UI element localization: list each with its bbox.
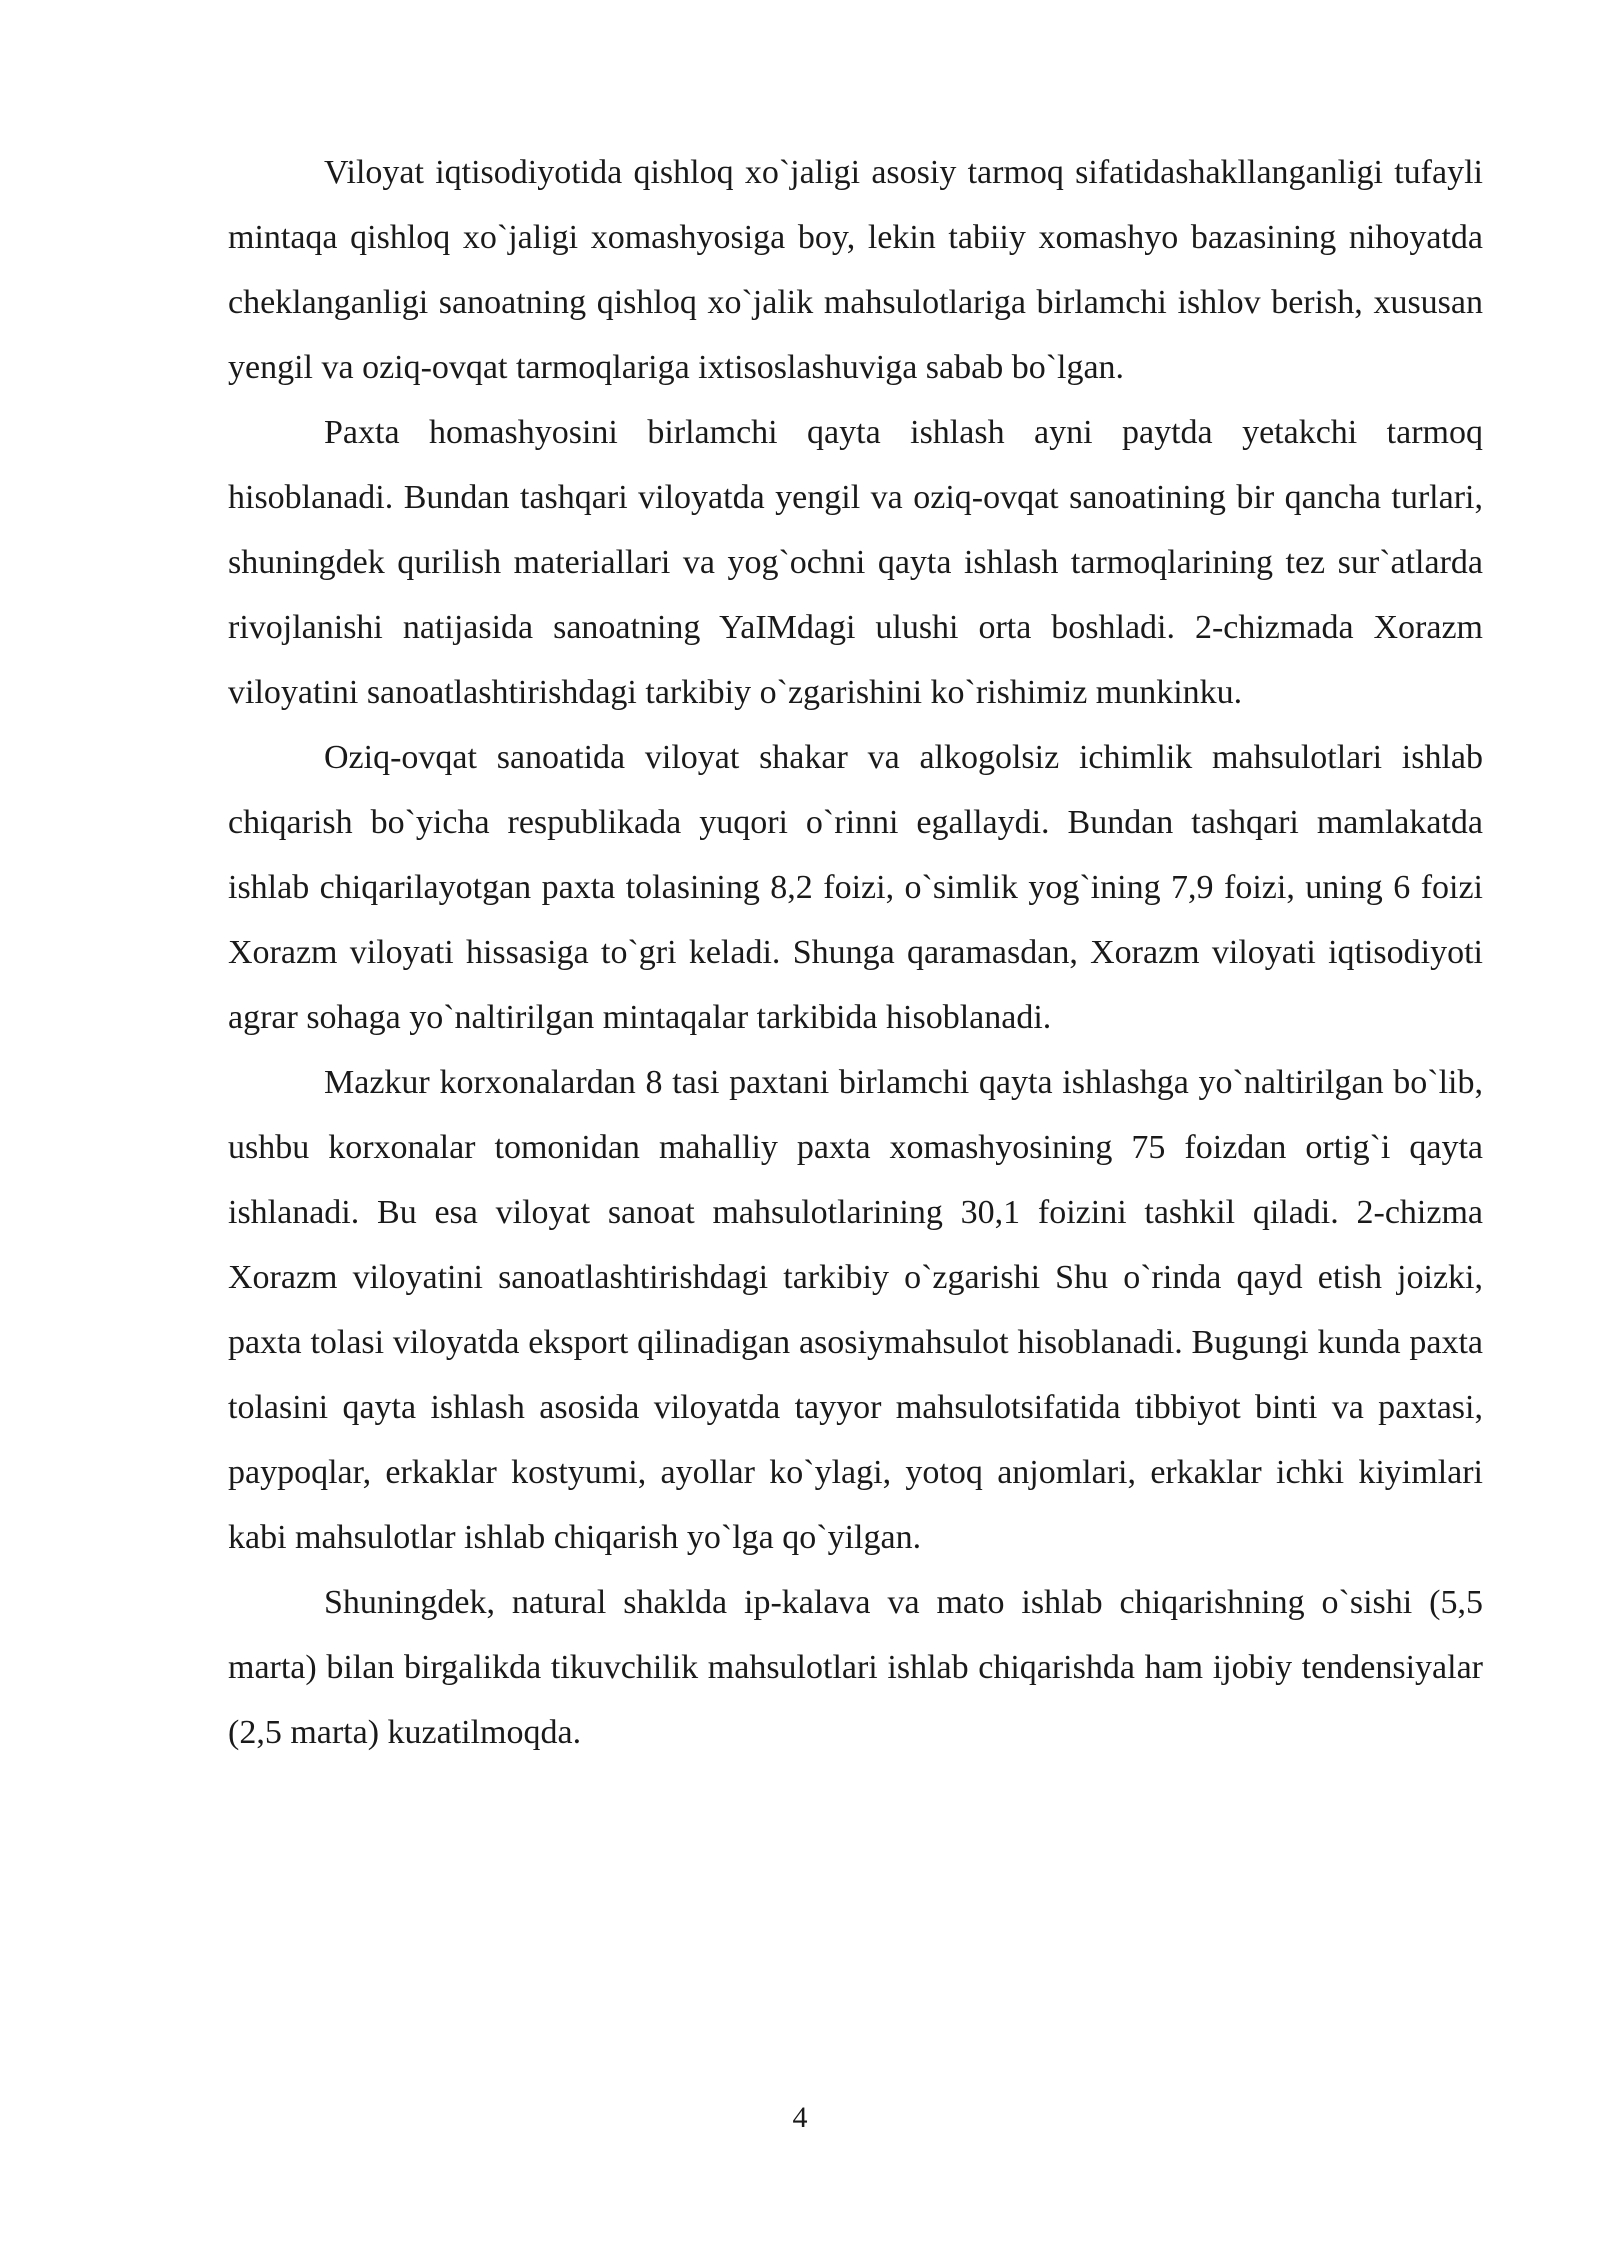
paragraph-1: Viloyat iqtisodiyotida qishloq xo`jaligi asosiy tarmoq sifatidashakllanganligi tufayli mintaqa qishloq xo`jaligi xomashyosiga boy, lekin tabiiy xomashyo bazasining nihoyatda cheklanganligi sanoatning qishloq xo`jalik mahsulotlariga birlamchi ishlov berish, xususan yengil va oziq-ovqat tarmoqlariga ixtisoslashuviga sabab bo`lgan.: [228, 154, 1483, 386]
document-body: [228, 140, 1483, 1765]
page-number: 4: [792, 2101, 808, 2134]
paragraph-5: Shuningdek, natural shaklda ip-kalava va mato ishlab chiqarishning o`sishi (5,5 marta) bilan birgalikda tikuvchilik mahsulotlari ishlab chiqarishda ham ijobiy tendensiyalar (2,5 marta) kuzatilmoqda.: [228, 1584, 1483, 1751]
paragraph-3: Oziq-ovqat sanoatida viloyat shakar va alkogolsiz ichimlik mahsulotlari ishlab chiqarish bo`yicha respublikada yuqori o`rinni egallaydi. Bundan tashqari mamlakatda ishlab chiqarilayotgan paxta tolasining 8,2 foizi, o`simlik yog`ining 7,9 foizi, uning 6 foizi Xorazm viloyati hissasiga to`gri keladi. Shunga qaramasdan, Xorazm viloyati iqtisodiyoti agrar sohaga yo`naltirilgan mintaqalar tarkibida hisoblanadi.: [228, 739, 1483, 1036]
paragraph-4: Mazkur korxonalardan 8 tasi paxtani birlamchi qayta ishlashga yo`naltirilgan bo`lib, ushbu korxonalar tomonidan mahalliy paxta xomashyosining 75 foizdan ortig`i qayta ishlanadi. Bu esa viloyat sanoat mahsulotlarining 30,1 foizini tashkil qiladi. 2-chizma Xorazm viloyatini sanoatlashtirishdagi tarkibiy o`zgarishi Shu o`rinda qayd etish joizki, paxta tolasi viloyatda eksport qilinadigan asosiymahsulot hisoblanadi. Bugungi kunda paxta tolasini qayta ishlash asosida viloyatda tayyor mahsulotsifatida tibbiyot binti va paxtasi, paypoqlar, erkaklar kostyumi, ayollar ko`ylagi, yotoq anjomlari, erkaklar ichki kiyimlari kabi mahsulotlar ishlab chiqarish yo`lga qo`yilgan.: [228, 1064, 1483, 1556]
paragraph-2: Paxta homashyosini birlamchi qayta ishlash ayni paytda yetakchi tarmoq hisoblanadi. Bundan tashqari viloyatda yengil va oziq-ovqat sanoatining bir qancha turlari, shuningdek qurilish materiallari va yog`ochni qayta ishlash tarmoqlarining tez sur`atlarda rivojlanishi natijasida sanoatning YaIMdagi ulushi orta boshladi. 2-chizmada Xorazm viloyatini sanoatlashtirishdagi tarkibiy o`zgarishini ko`rishimiz munkinku.: [228, 414, 1483, 711]
